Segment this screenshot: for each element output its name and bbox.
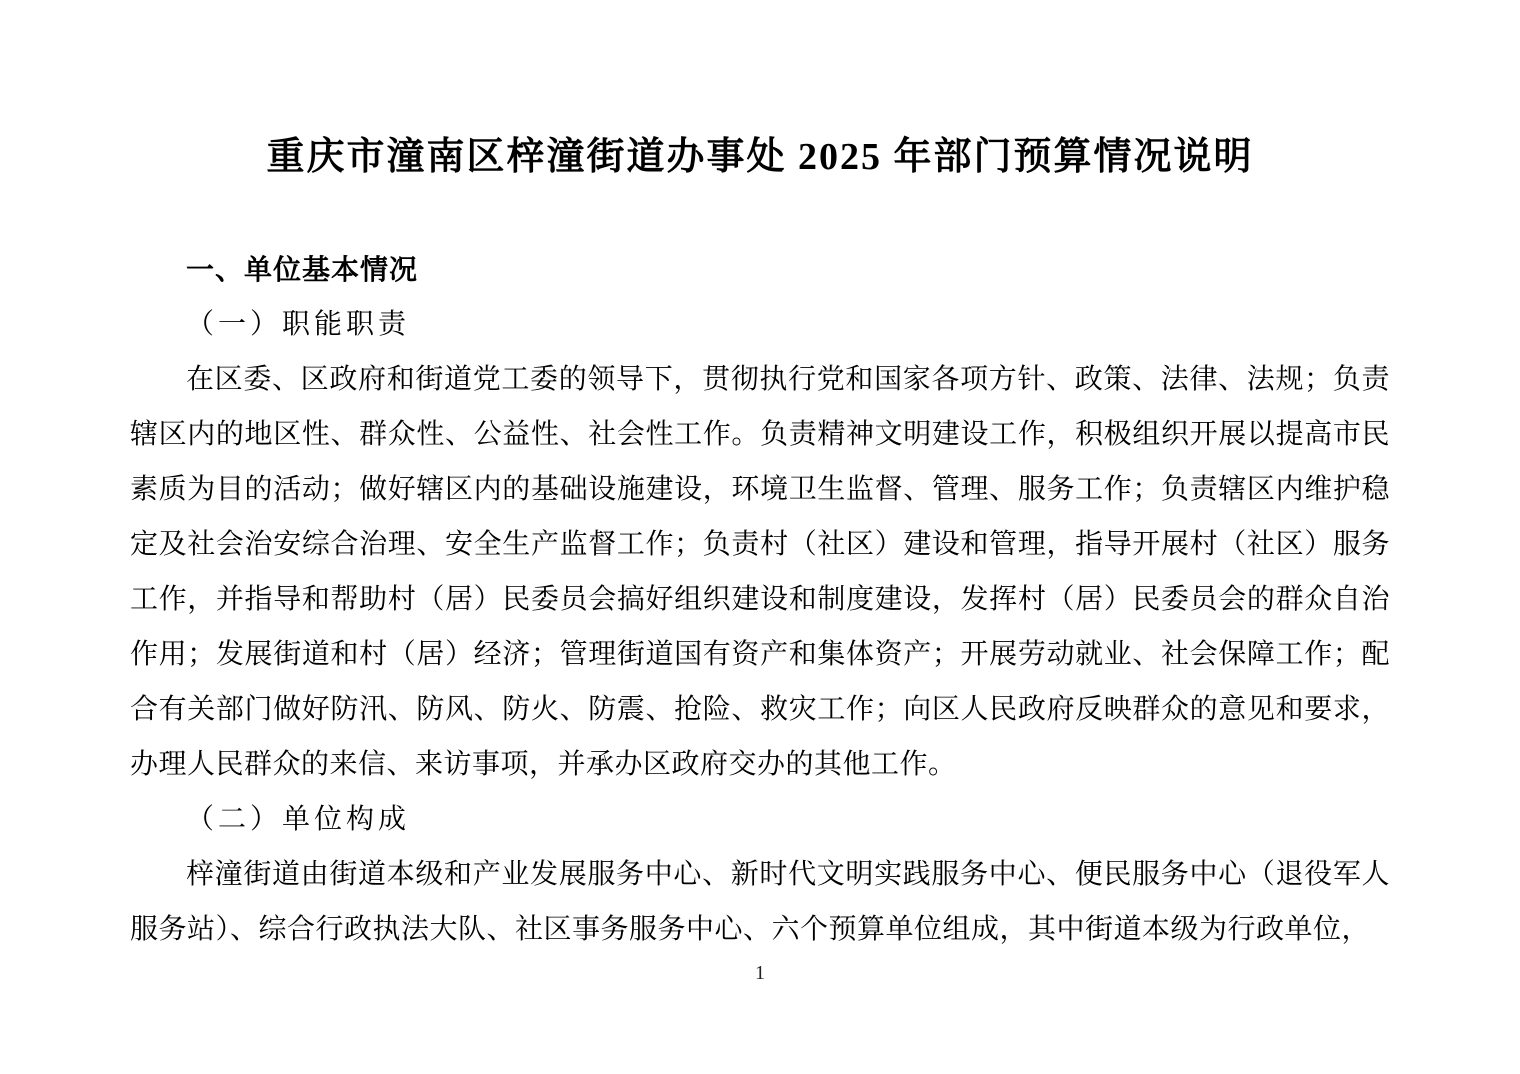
section-1-1-heading: （一）职能职责 <box>186 309 411 340</box>
section-1-1-paragraph: 在区委、区政府和街道党工委的领导下，贯彻执行党和国家各项方针、政策、法律、法规；负责辖区内的地区性、群众性、公益性、社会性工作。负责精神文明建设工作，积极组织开展以提高市民素质为目的活动；做好辖区内的基础设施建设，环境卫生监督、管理、服务工作；负责辖区内维护稳定及社会治安综合治理、安全生产监督工作；负责村（社区）建设和管理，指导开展村（社区）服务工作，并指导和帮助村（居）民委员会搞好组织建设和制度建设，发挥村（居）民委员会的群众自治作用；发展街道和村（居）经济；管理街道国有资产和集体资产；开展劳动就业、社会保障工作；配合有关部门做好防汛、防风、防火、防震、抢险、救灾工作；向区人民政府反映群众的意见和要求，办理人民群众的来信、来访事项，并承办区政府交办的其他工作。 <box>130 364 1390 780</box>
section-1-2-heading: （二）单位构成 <box>186 804 411 835</box>
document-title: 重庆市潼南区梓潼街道办事处 2025 年部门预算情况说明 <box>266 136 1254 178</box>
section-1-heading: 一、单位基本情况 <box>186 254 419 285</box>
document-body <box>130 0 1390 957</box>
section-1-2-paragraph: 梓潼街道由街道本级和产业发展服务中心、新时代文明实践服务中心、便民服务中心（退役军人服务站）、综合行政执法大队、社区事务服务中心、六个预算单位组成，其中街道本级为行政单位， <box>130 859 1390 945</box>
page-number: 1 <box>755 962 765 984</box>
